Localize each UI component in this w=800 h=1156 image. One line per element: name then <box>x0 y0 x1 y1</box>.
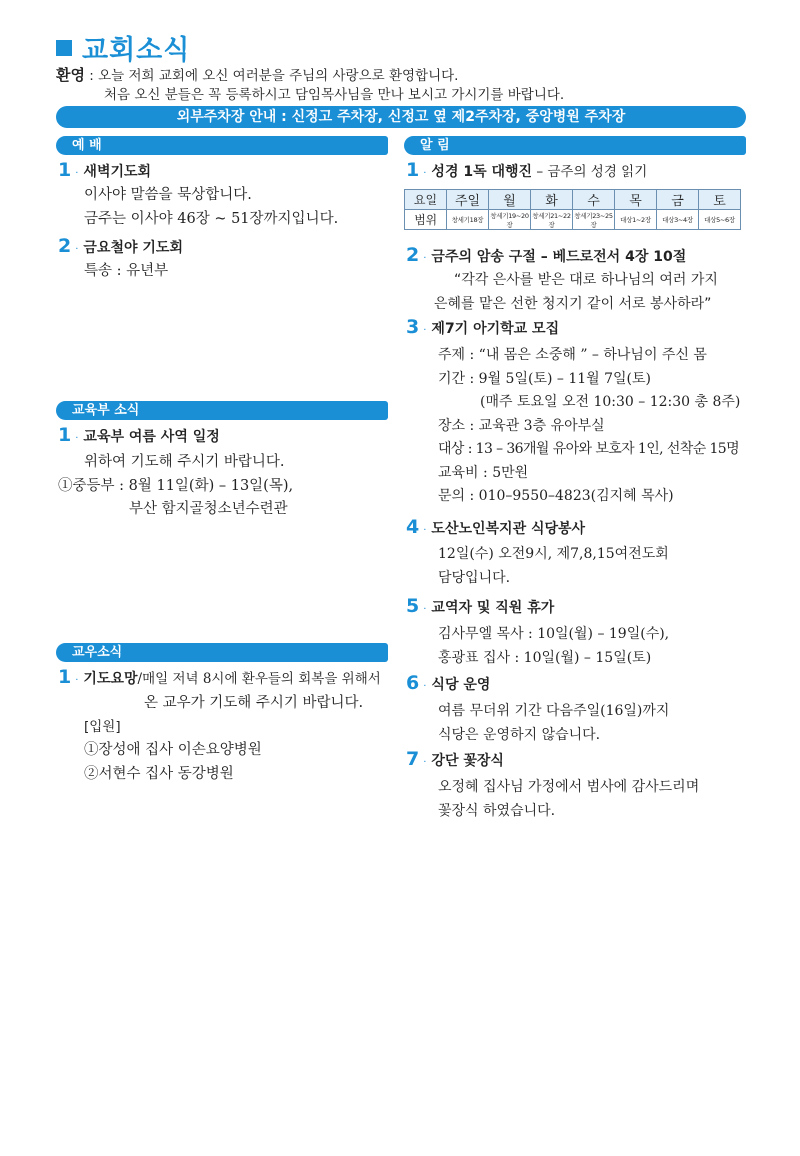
table-cell: 수 <box>573 190 615 210</box>
bullet-dot-icon: · <box>423 168 427 179</box>
body-line: ②서현수 집사 동강병원 <box>84 765 234 782</box>
table-cell: 창세기18장 <box>447 210 489 230</box>
body-line: ①장성애 집사 이손요양병원 <box>84 742 262 758</box>
body-line: 오정혜 집사님 가정에서 범사에 감사드리며 <box>438 779 700 795</box>
item-title: 제7기 아기학교 모집 <box>431 321 560 337</box>
body-line: 위하여 기도해 주시기 바랍니다. <box>84 454 285 470</box>
notice-item-5 <box>406 595 554 621</box>
title-square-icon <box>56 40 72 56</box>
body-line: “각각 은사를 받은 대로 하나님의 여러 가지 <box>454 272 718 288</box>
notice-item-3-body <box>438 344 740 509</box>
welcome-message <box>56 66 564 105</box>
members-item-1-body <box>84 692 363 786</box>
bullet-dot-icon: · <box>423 253 427 264</box>
item-number: 1 <box>406 159 420 181</box>
item-number: 1 <box>58 666 72 688</box>
bullet-dot-icon: · <box>75 244 79 255</box>
bullet-dot-icon: · <box>423 681 427 692</box>
table-cell: 화 <box>531 190 573 210</box>
item-number: 6 <box>406 672 420 694</box>
body-line: 홍광표 집사 : 10일(월) – 15일(토) <box>438 649 652 666</box>
bullet-dot-icon: · <box>75 675 79 686</box>
table-cell: 대상1~2장 <box>615 210 657 230</box>
item-title: 금주의 암송 구절 – 베드로전서 4장 10절 <box>431 249 687 265</box>
body-line: 여름 무더위 기간 다음주일(16일)까지 <box>438 703 670 719</box>
bible-reading-table <box>404 189 741 230</box>
page-title <box>56 28 190 67</box>
table-cell: 주일 <box>447 190 489 210</box>
welcome-line1: : 오늘 저희 교회에 오신 여러분을 주님의 사랑으로 환영합니다. <box>84 68 459 84</box>
worship-item-2-body <box>84 260 168 284</box>
body-line: 이사야 말씀을 묵상합니다. <box>84 187 252 203</box>
notice-item-5-body <box>438 623 669 670</box>
item-title-rest: – 금주의 성경 읽기 <box>532 164 648 180</box>
item-title: 성경 1독 대행진 <box>431 164 533 180</box>
education-item-1-body <box>58 451 293 522</box>
bullet-dot-icon: · <box>423 604 427 615</box>
item-number: 7 <box>406 748 420 770</box>
notice-item-1 <box>406 159 647 185</box>
item-number: 2 <box>58 235 72 257</box>
body-line: 금주는 이사야 46장 ~ 51장까지입니다. <box>84 210 339 227</box>
body-line: 부산 함지골청소년수련관 <box>129 501 288 517</box>
notice-item-6-body <box>438 700 669 747</box>
notice-item-3 <box>406 316 559 342</box>
table-cell: 대상3~4장 <box>657 210 699 230</box>
body-line: ①중등부 : 8월 11일(화) – 13일(목), <box>58 477 294 494</box>
welcome-label: 환영 <box>56 66 85 84</box>
table-header-row <box>405 190 741 210</box>
body-line: 은혜를 맡은 선한 청지기 같이 서로 봉사하라” <box>434 295 712 312</box>
body-line: 김사무엘 목사 : 10일(월) – 19일(수), <box>438 626 670 642</box>
item-title: 강단 꽃장식 <box>431 753 504 769</box>
item-title: 새벽기도회 <box>83 164 152 180</box>
bullet-dot-icon: · <box>75 168 79 179</box>
body-line: 담당입니다. <box>438 569 511 586</box>
body-line: 교육비 : 5만원 <box>438 464 529 481</box>
page-title-text: 교회소식 <box>82 35 191 66</box>
body-line: (매주 토요일 오전 10:30 – 12:30 총 8주) <box>480 394 741 410</box>
notice-item-7-body <box>438 776 699 823</box>
education-item-1 <box>58 424 220 450</box>
table-cell: 토 <box>699 190 741 210</box>
body-line: 기간 : 9월 5일(토) – 11월 7일(토) <box>438 370 651 387</box>
body-line: 12일(수) 오전9시, 제7,8,15여전도회 <box>438 546 669 562</box>
body-line: 식당은 운영하지 않습니다. <box>438 726 601 743</box>
item-title: 교역자 및 직원 휴가 <box>431 600 555 616</box>
item-number: 5 <box>406 595 420 617</box>
item-title: 식당 운영 <box>431 677 491 693</box>
body-line: 온 교우가 기도해 주시기 바랍니다. <box>144 695 364 711</box>
notice-item-4-body <box>438 543 669 590</box>
table-cell: 요일 <box>405 190 447 210</box>
bullet-dot-icon: · <box>423 525 427 536</box>
item-title: 교육부 여름 사역 일정 <box>83 429 220 445</box>
worship-item-1-body <box>84 184 338 231</box>
worship-item-2 <box>58 235 183 261</box>
body-line: 특송 : 유년부 <box>84 263 169 279</box>
body-line: [입원] <box>84 718 121 735</box>
notice-item-2 <box>406 244 686 270</box>
table-cell: 창세기19~20장 <box>490 211 529 229</box>
item-number: 3 <box>406 316 420 338</box>
bullet-dot-icon: · <box>75 433 79 444</box>
item-number: 4 <box>406 516 420 538</box>
table-cell: 창세기21~22장 <box>532 211 571 229</box>
body-line: 대상 : 13 – 36개월 유아와 보호자 1인, 선착순 15명 <box>438 441 740 457</box>
item-title-rest: /매일 저녁 8시에 환우들의 회복을 위해서 <box>137 671 381 687</box>
education-section-header: 교육부 소식 <box>56 401 388 420</box>
notice-item-2-body <box>434 269 718 316</box>
bullet-dot-icon: · <box>423 757 427 768</box>
table-cell: 목 <box>615 190 657 210</box>
members-section-header: 교우소식 <box>56 643 388 662</box>
members-item-1 <box>58 666 381 692</box>
table-cell: 금 <box>657 190 699 210</box>
item-title: 기도요망 <box>83 671 138 687</box>
table-row <box>405 210 741 230</box>
item-title: 도산노인복지관 식당봉사 <box>431 521 586 537</box>
item-number: 1 <box>58 424 72 446</box>
body-line: 문의 : 010–9550–4823(김지혜 목사) <box>438 488 674 504</box>
table-cell: 월 <box>489 190 531 210</box>
notices-section-header: 알 림 <box>404 136 746 155</box>
body-line: 주제 : “내 몸은 소중해 ” – 하나님이 주신 몸 <box>438 347 707 363</box>
notice-item-4 <box>406 516 585 542</box>
item-number: 1 <box>58 159 72 181</box>
body-line: 장소 : 교육관 3층 유아부실 <box>438 417 605 434</box>
parking-banner: 외부주차장 안내 : 신정고 주차장, 신정고 옆 제2주차장, 중앙병원 주차장 <box>56 106 746 128</box>
table-cell: 창세기23~25장 <box>574 211 613 229</box>
welcome-line2: 처음 오신 분들은 꼭 등록하시고 담임목사님을 만나 보시고 가시기를 바랍니다. <box>104 87 565 103</box>
table-cell: 범위 <box>405 210 447 230</box>
table-cell: 대상5~6장 <box>699 210 741 230</box>
notice-item-6 <box>406 672 490 698</box>
bullet-dot-icon: · <box>423 325 427 336</box>
item-title: 금요철야 기도회 <box>83 240 183 256</box>
item-number: 2 <box>406 244 420 266</box>
notice-item-7 <box>406 748 504 774</box>
worship-section-header: 예 배 <box>56 136 388 155</box>
worship-item-1 <box>58 159 151 185</box>
body-line: 꽃장식 하였습니다. <box>438 802 556 819</box>
